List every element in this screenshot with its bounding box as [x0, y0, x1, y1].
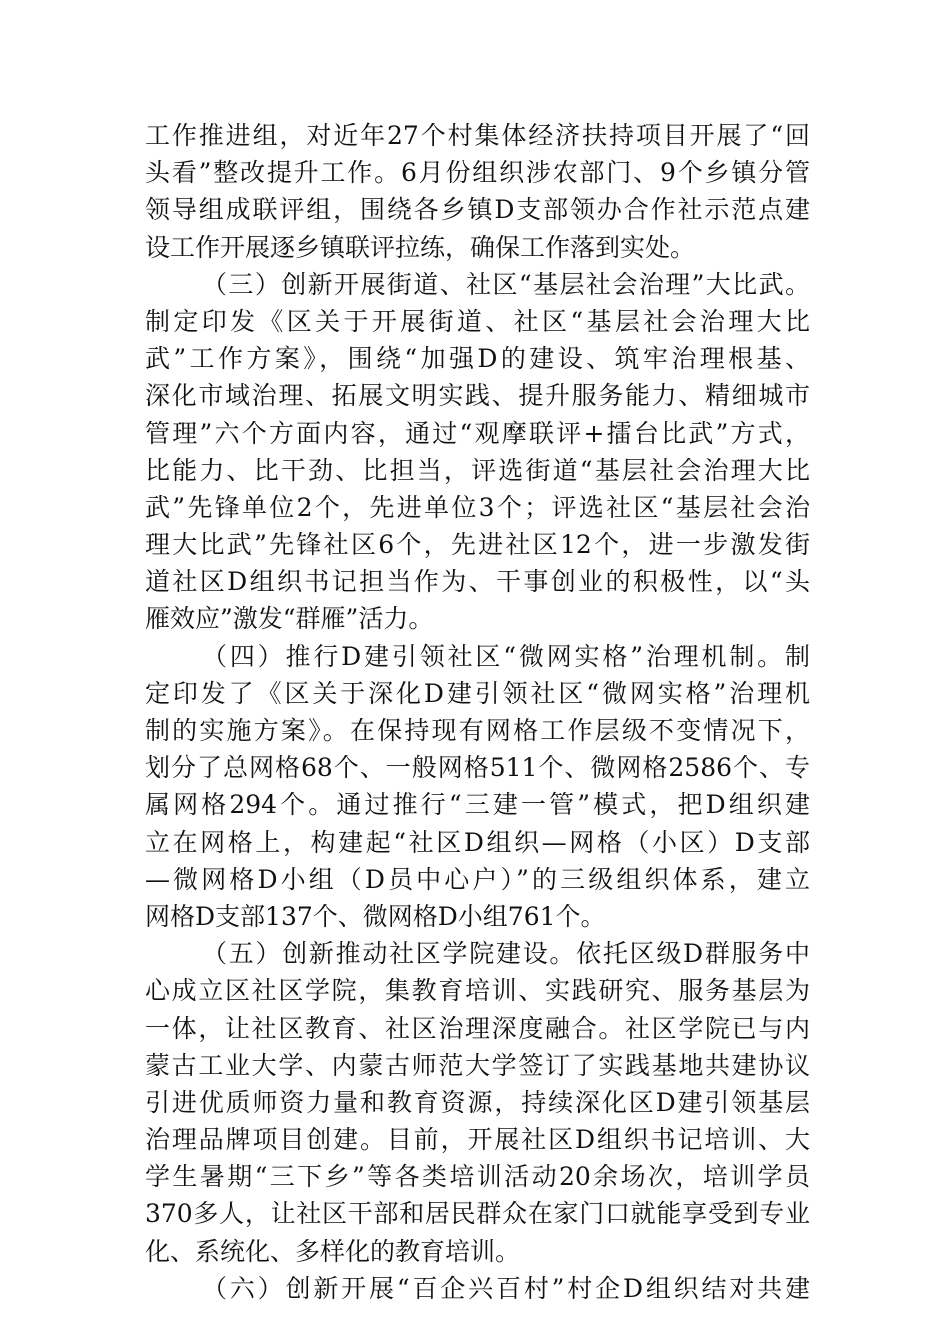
text-line: 头看”整改提升工作。6月份组织涉农部门、9个乡镇分管 — [145, 158, 810, 188]
text-line: 治理品牌项目创建。目前，开展社区D组织书记培训、大 — [145, 1125, 810, 1155]
text-line: 武”先锋单位2个，先进单位3个；评选社区“基层社会治 — [145, 492, 810, 522]
section-heading-4: （四）推行D建引领社区“微网实格”治理机制。制 — [202, 641, 810, 671]
text-line: 武”工作方案》，围绕“加强D的建设、筑牢治理根基、 — [145, 344, 810, 374]
text-line: 化、系统化、多样化的教育培训。 — [145, 1236, 521, 1266]
section-heading-6: （六）创新开展“百企兴百村”村企D组织结对共建 — [202, 1273, 810, 1303]
text-line: 制的实施方案》。在保持现有网格工作层级不变情况下， — [145, 716, 810, 745]
text-line: 属网格294个。通过推行“三建一管”模式，把D组织建 — [145, 790, 810, 820]
text-line: 定印发了《区关于深化D建引领社区“微网实格”治理机 — [145, 678, 810, 708]
text-line: 划分了总网格68个、一般网格511个、微网格2586个、专 — [145, 753, 810, 783]
text-line: 工作推进组，对近年27个村集体经济扶持项目开展了“回 — [145, 121, 810, 150]
body-text — [145, 117, 810, 1307]
text-line: 领导组成联评组，围绕各乡镇D支部领办合作社示范点建 — [145, 195, 810, 225]
text-line: 学生暑期“三下乡”等各类培训活动20余场次，培训学员 — [145, 1162, 810, 1192]
text-line: 网格D支部137个、微网格D小组761个。 — [145, 901, 606, 931]
text-line: 立在网格上，构建起“社区D组织—网格（小区）D支部 — [145, 827, 810, 857]
text-line: 理大比武”先锋社区6个，先进社区12个，进一步激发街 — [145, 530, 810, 560]
text-line: 道社区D组织书记担当作为、干事创业的积极性，以“头 — [145, 567, 810, 597]
section-heading-5: （五）创新推动社区学院建设。依托区级D群服务中 — [202, 939, 810, 969]
text-line: 设工作开展逐乡镇联评拉练，确保工作落到实处。 — [145, 232, 696, 262]
text-line: 引进优质师资力量和教育资源，持续深化区D建引领基层 — [145, 1087, 810, 1117]
text-line: 一体，让社区教育、社区治理深度融合。社区学院已与内 — [145, 1013, 810, 1043]
text-line: 管理”六个方面内容，通过“观摩联评+擂台比武”方式， — [145, 418, 810, 448]
text-line: 深化市域治理、拓展文明实践、提升服务能力、精细城市 — [145, 381, 810, 411]
text-line: 370多人，让社区干部和居民群众在家门口就能享受到专业 — [145, 1199, 810, 1229]
text-line: —微网格D小组（D员中心户）”的三级组织体系，建立 — [145, 864, 810, 894]
text-line: 蒙古工业大学、内蒙古师范大学签订了实践基地共建协议 — [145, 1050, 810, 1080]
text-line: 比能力、比干劲、比担当，评选街道“基层社会治理大比 — [145, 455, 810, 485]
text-line: 心成立区社区学院，集教育培训、实践研究、服务基层为 — [145, 976, 810, 1006]
text-line: 雁效应”激发“群雁”活力。 — [145, 604, 434, 634]
section-heading-3: （三）创新开展街道、社区“基层社会治理”大比武。 — [202, 269, 810, 299]
text-line: 制定印发《区关于开展街道、社区“基层社会治理大比 — [145, 306, 810, 336]
